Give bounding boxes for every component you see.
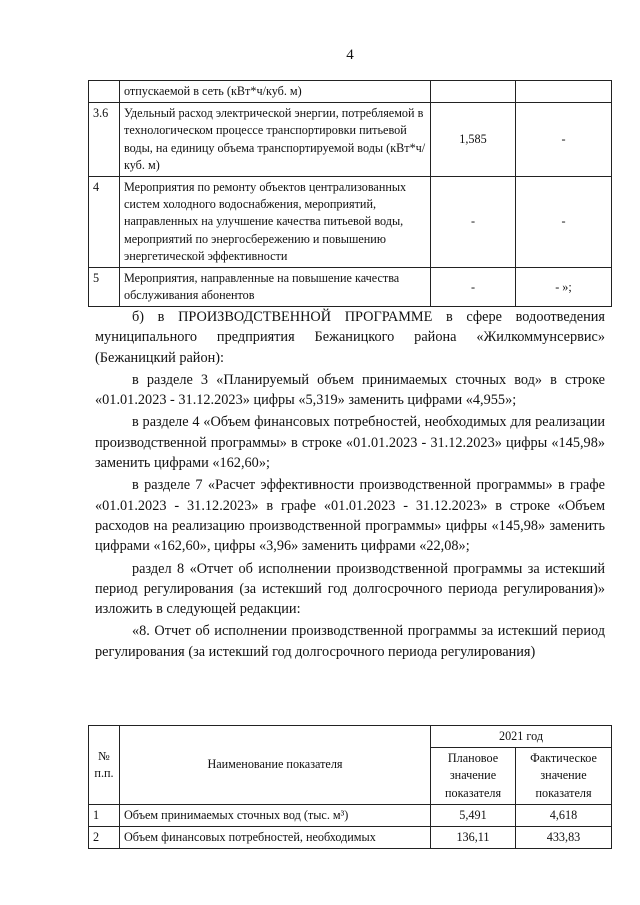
header-number: № п.п. <box>89 726 120 805</box>
row-number: 4 <box>89 177 120 268</box>
row-name: Объем принимаемых сточных вод (тыс. м³) <box>120 804 431 826</box>
row-plan-value: 5,491 <box>431 804 516 826</box>
row-name: Мероприятия, направленные на повышение качества обслуживания абонентов <box>120 268 431 307</box>
paragraph-sewerage-program: б) в ПРОИЗВОДСТВЕННОЙ ПРОГРАММЕ в сфере водоотведения муниципального предприятия Бежаницкого района «Жилкоммунсервис» (Бежаницкий район): <box>95 309 605 366</box>
row-number: 3.6 <box>89 103 120 177</box>
header-plan-value: Плановое значение показателя <box>431 748 516 805</box>
table-row <box>89 268 612 307</box>
document-body <box>95 307 605 662</box>
row-number: 5 <box>89 268 120 307</box>
table-row <box>89 81 612 103</box>
header-fact-value: Фактическое значение показателя <box>516 748 612 805</box>
table-row <box>89 103 612 177</box>
paragraph-section-8: раздел 8 «Отчет об исполнении производственной программы за истекший период регулирования (за истекший год долгосрочного периода регулирования)» изложить в следующей редакции: <box>95 560 605 618</box>
header-indicator-name: Наименование показателя <box>120 726 431 805</box>
paragraph-section-7: в разделе 7 «Расчет эффективности производственной программы» в графе «01.01.2023 - 31.12.2023» в графе «01.01.2023 - 31.12.2023» в строке «Объем расходов на реализацию производственной программы» цифры «145,98» заменить цифрами «162,60», цифры «3,96» заменить цифрами «22,08»; <box>95 477 605 555</box>
table-header-row <box>89 726 612 748</box>
row-plan-value: - <box>431 268 516 307</box>
row-plan-value: - <box>431 177 516 268</box>
paragraph-section-4: в разделе 4 «Объем финансовых потребностей, необходимых для реализации производственной программы» в строке «01.01.2023 - 31.12.2023» цифры «145,98» заменить цифрами «162,60»; <box>95 414 605 472</box>
row-number: 1 <box>89 804 120 826</box>
row-name: Мероприятия по ремонту объектов централизованных систем холодного водоснабжения, мероприятий, направленных на улучшение качества питьевой воды, мероприятий по энергосбережению и повышению энергетической эффективности <box>120 177 431 268</box>
row-fact-value: - »; <box>516 268 612 307</box>
continued-table <box>88 80 612 307</box>
table-row <box>89 827 612 849</box>
row-plan-value: 136,11 <box>431 827 516 849</box>
row-fact-value: 433,83 <box>516 827 612 849</box>
paragraph-section-3: в разделе 3 «Планируемый объем принимаемых сточных вод» в строке «01.01.2023 - 31.12.2023» цифры «5,319» заменить цифрами «4,955»; <box>95 371 605 409</box>
row-number <box>89 81 120 103</box>
row-name: Объем финансовых потребностей, необходимых <box>120 827 431 849</box>
row-number: 2 <box>89 827 120 849</box>
header-year: 2021 год <box>431 726 612 748</box>
paragraph-report-title: «8. Отчет об исполнении производственной программы за истекший период регулирования (за истекший год долгосрочного периода регулирования) <box>95 623 605 660</box>
page-number: 4 <box>346 47 354 63</box>
row-name: Удельный расход электрической энергии, потребляемой в технологическом процессе транспортировки питьевой воды, на единицу объема транспортируемой воды (кВт*ч/куб. м) <box>120 103 431 177</box>
table-row <box>89 177 612 268</box>
report-table <box>88 725 612 849</box>
table-row <box>89 804 612 826</box>
row-fact-value: 4,618 <box>516 804 612 826</box>
row-plan-value: 1,585 <box>431 103 516 177</box>
row-fact-value: - <box>516 177 612 268</box>
row-plan-value <box>431 81 516 103</box>
row-fact-value <box>516 81 612 103</box>
row-fact-value: - <box>516 103 612 177</box>
row-name: отпускаемой в сеть (кВт*ч/куб. м) <box>120 81 431 103</box>
